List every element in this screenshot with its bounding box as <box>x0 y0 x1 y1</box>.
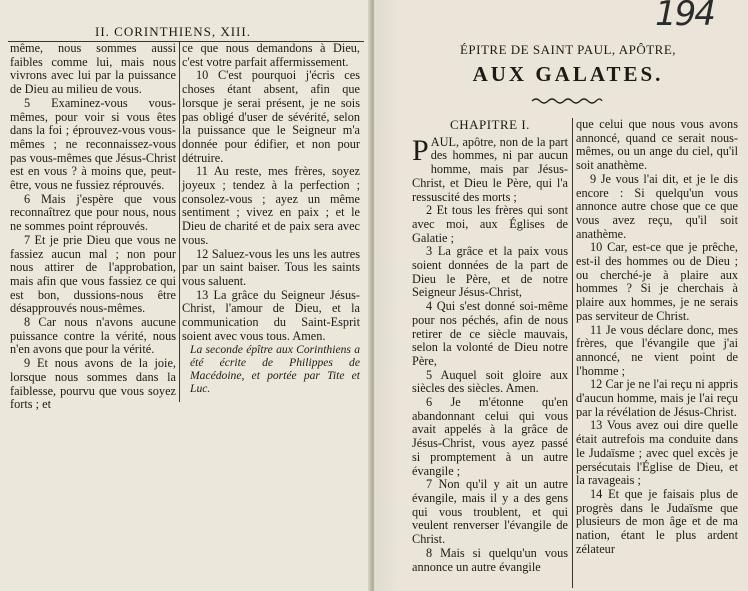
verse-1-text: AUL, apôtre, non de la part des hommes, ni par aucun homme, mais par Jésus-Christ, et Dieu le Père, qui l'a ressuscité des morts ; <box>412 134 568 204</box>
paragraph: 12 Car je ne l'ai reçu ni appris d'aucun homme, mais je l'ai reçu par la révélation de Jésus-Christ. <box>576 377 738 419</box>
paragraph: 8 Car nous n'avons aucune puissance contre la vérité, nous n'en avons que pour la vérité. <box>10 315 176 357</box>
chapter-heading: CHAPITRE I. <box>450 117 530 132</box>
drop-cap: P <box>412 133 429 167</box>
ornament-divider <box>530 96 604 106</box>
running-head: II. CORINTHIENS, XIII. <box>95 24 251 39</box>
paragraph: 9 Et nous avons de la joie, lorsque nous sommes dans la faiblesse, pourvu que vous soyez forts ; et <box>10 356 176 412</box>
book-title-line1: ÉPITRE DE SAINT PAUL, APÔTRE, <box>459 42 677 57</box>
right-column-2 <box>576 118 738 557</box>
paragraph: 13 La grâce du Seigneur Jésus-Christ, l'amour de Dieu, et la communication du Saint-Esprit soient avec vous tous. Amen. <box>182 287 360 343</box>
paragraph: 7 Et je prie Dieu que vous ne fassiez aucun mal ; non pour nous attirer de l'approbation, mais afin que vous fassiez ce qui est bon, dussions-nous être désapprouvés nous-mêmes. <box>10 232 176 316</box>
paragraph: 8 Mais si quelqu'un vous annonce un autre évangile <box>412 545 568 574</box>
verse-1 <box>412 133 568 205</box>
paragraph: 11 Au reste, mes frères, soyez joyeux ; tendez à la perfection ; consolez-vous ; ayez un même sentiment ; vivez en paix ; et le Dieu de charité et de paix sera avec vous. <box>182 164 360 247</box>
paragraph: 3 La grâce et la paix vous soient données de la part de Dieu le Père, et de notre Seigneur Jésus-Christ, <box>412 244 568 300</box>
paragraph: 10 Car, est-ce que je prêche, est-il des hommes ou de Dieu ; ou cherché-je à plaire aux hommes ? Si je cherchais à plaire aux hommes, je ne serais pas serviteur de Christ. <box>576 240 738 323</box>
paragraph: 4 Qui s'est donné soi-même pour nos péchés, afin de nous retirer de ce siècle mauvais, selon la volonté de Dieu notre Père, <box>412 299 568 368</box>
paragraph: 5 Auquel soit gloire aux siècles des siècles. Amen. <box>412 367 568 396</box>
paragraph: 2 Et tous les frères qui sont avec moi, aux Églises de Galatie ; <box>412 203 568 245</box>
left-column-2 <box>182 42 360 395</box>
paragraph: 12 Saluez-vous les uns les autres par un saint baiser. Tous les saints vous saluent. <box>182 246 360 288</box>
paragraph: ce que nous demandons à Dieu, c'est votre parfait affermissement. <box>182 41 360 69</box>
paragraph: 5 Examinez-vous vous-mêmes, pour voir si vous êtes dans la foi ; éprouvez-vous vous-mêmes ; ne reconnaissez-vous pas vous-mêmes que Jésus-Christ est en vous ? à moins que, peut-être, vous ne fussiez réprouvés. <box>10 95 176 193</box>
paragraph: même, nous sommes aussi faibles comme lui, mais nous vivrons avec lui par la puissance de Dieu au milieu de vous. <box>10 41 176 97</box>
paragraph: 7 Non qu'il y ait un autre évangile, mais il y a des gens qui vous troublent, et qui veulent renverser l'évangile de Christ. <box>412 477 568 547</box>
left-column-1 <box>10 42 176 412</box>
gutter-shadow <box>370 0 400 591</box>
right-column-1 <box>412 118 568 574</box>
paragraph: que celui que nous vous avons annoncé, quand ce serait nous-mêmes, ou un ange du ciel, qu'il soit anathème. <box>576 117 738 173</box>
book-title-line2: AUX GALATES. <box>472 62 664 86</box>
paragraph: 6 Mais j'espère que vous reconnaîtrez que pour nous, nous ne sommes point réprouvés. <box>10 191 176 234</box>
paragraph: 11 Je vous déclare donc, mes frères, que l'évangile que j'ai annoncé, ne vient point de l'homme ; <box>576 322 738 378</box>
column-rule-right <box>572 118 573 588</box>
column-rule <box>179 42 180 402</box>
paragraph: 9 Je vous l'ai dit, et je le dis encore : Si quelqu'un vous annonce autre chose que ce que vous avez reçu, qu'il soit anathème. <box>576 171 738 241</box>
paragraph: 10 C'est pourquoi j'écris ces choses étant absent, afin que lorsque je serai présent, je ne sois pas obligé d'user de sévérité, selon la puissance que le Seigneur m'a donnée pour édifier, et non pour détruire. <box>182 68 360 165</box>
handwritten-page-number: 194 <box>655 0 714 34</box>
colophon: La seconde épître aux Corinthiens a été écrite de Philippes de Macédoine, et portée par Tite et Luc. <box>190 343 360 396</box>
paragraph: 13 Vous avez oui dire quelle était autrefois ma conduite dans le Judaïsme ; avec quel excès je persécutais l'Église de Dieu, et la ravageais ; <box>576 418 738 488</box>
left-page <box>0 0 372 591</box>
paragraph: 6 Je m'étonne qu'en abandonnant celui qui vous avait appelés à la grâce de Jésus-Christ, vous ayez passé si promptement à un autre évangile ; <box>412 395 568 478</box>
paragraph: 14 Et que je faisais plus de progrès dans le Judaïsme que plusieurs de mon âge et de ma nation, étant le plus ardent zélateur <box>576 486 738 556</box>
